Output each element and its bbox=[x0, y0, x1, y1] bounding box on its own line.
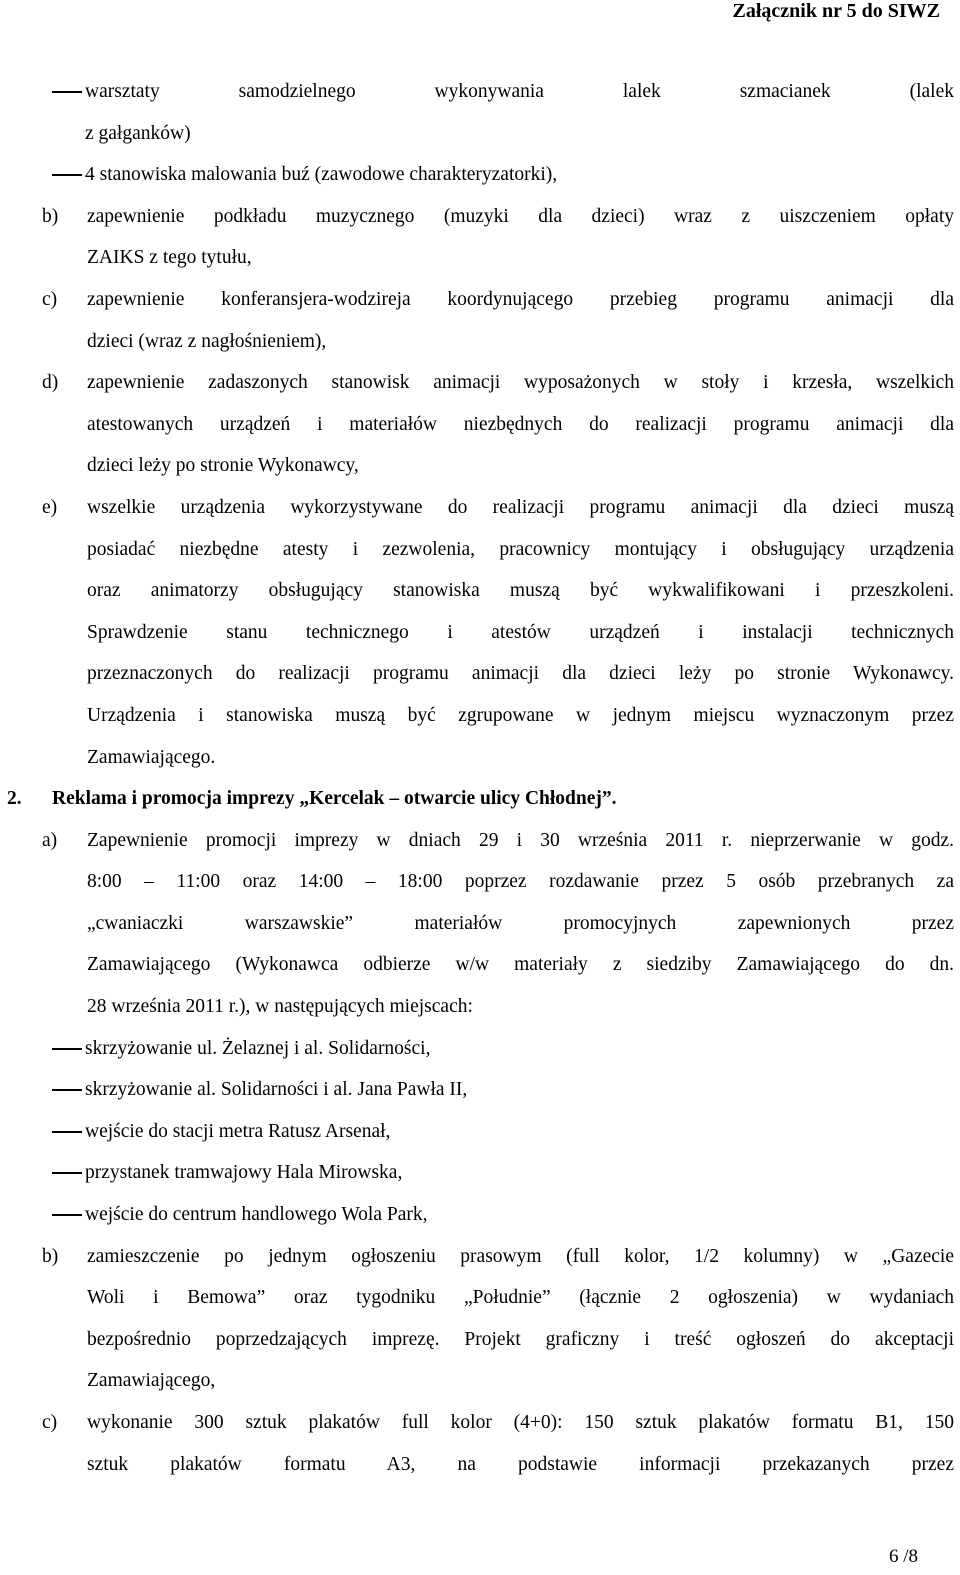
text-line: zapewnienie podkładu muzycznego (muzyki dla dzieci) wraz z uiszczeniem opłaty bbox=[87, 205, 954, 227]
text-line: Woli i Bemowa” oraz tygodniku „Południe” (łącznie 2 ogłoszenia) w wydaniach bbox=[87, 1287, 954, 1309]
text-line: zapewnienie konferansjera-wodzireja koordynującego przebieg programu animacji dla bbox=[87, 288, 954, 310]
list-item-c bbox=[42, 279, 954, 362]
list-item-c2 bbox=[42, 1402, 954, 1485]
text-line: ZAIKS z tego tytułu, bbox=[87, 247, 252, 269]
list-item bbox=[42, 1194, 954, 1236]
page-number: 6 /8 bbox=[888, 1546, 918, 1567]
text-line: 8:00 – 11:00 oraz 14:00 – 18:00 poprzez rozdawanie przez 5 osób przebranych za bbox=[87, 871, 954, 893]
list-item bbox=[42, 1028, 954, 1070]
text-line: przeznaczonych do realizacji programu animacji dla dzieci leży po stronie Wykonawcy. bbox=[87, 663, 954, 685]
page-header: Załącznik nr 5 do SIWZ bbox=[732, 0, 940, 22]
list-item bbox=[42, 71, 954, 154]
dash-bullet bbox=[42, 1028, 85, 1070]
dash-bullet bbox=[42, 1194, 85, 1236]
list-item bbox=[42, 1069, 954, 1111]
text-line: posiadać niezbędne atesty i zezwolenia, pracownicy montujący i obsługujący urządzenia bbox=[87, 538, 954, 560]
list-item-b2 bbox=[42, 1236, 954, 1402]
text-line: skrzyżowanie ul. Żelaznej i al. Solidarności, bbox=[85, 1037, 431, 1059]
list-item bbox=[42, 1111, 954, 1153]
text-line: wykonanie 300 sztuk plakatów full kolor (4+0): 150 sztuk plakatów formatu B1, 150 bbox=[87, 1412, 954, 1433]
text-line: dzieci leży po stronie Wykonawcy, bbox=[87, 455, 359, 477]
text-line: zamieszczenie po jednym ogłoszeniu prasowym (full kolor, 1/2 kolumny) w „Gazecie bbox=[87, 1245, 954, 1267]
list-item bbox=[42, 1152, 954, 1194]
text-line: atestowanych urządzeń i materiałów niezbędnych do realizacji programu animacji dla bbox=[87, 413, 954, 435]
text-line: Urządzenia i stanowiska muszą być zgrupowane w jednym miejscu wyznaczonym przez bbox=[87, 704, 954, 726]
text-line: Zapewnienie promocji imprezy w dniach 29 i 30 września 2011 r. nieprzerwanie w godz. bbox=[87, 829, 954, 851]
text-line: 4 stanowiska malowania buź (zawodowe charakteryzatorki), bbox=[85, 164, 558, 186]
text-line: 28 września 2011 r.), w następujących miejscach: bbox=[87, 996, 473, 1018]
text-line: skrzyżowanie al. Solidarności i al. Jana Pawła II, bbox=[85, 1079, 468, 1101]
text-line: sztuk plakatów formatu A3, na podstawie informacji przekazanych przez bbox=[87, 1453, 954, 1475]
text-line: Zamawiającego, bbox=[87, 1370, 216, 1392]
text-line: dzieci (wraz z nagłośnieniem), bbox=[87, 330, 327, 352]
list-marker: e) bbox=[42, 496, 58, 518]
text-line: Sprawdzenie stanu technicznego i atestów urządzeń i instalacji technicznych bbox=[87, 621, 954, 643]
text-line: oraz animatorzy obsługujący stanowiska muszą być wykwalifikowani i przeszkoleni. bbox=[87, 580, 954, 602]
places-list bbox=[42, 1028, 954, 1236]
list-item bbox=[42, 154, 954, 196]
text-line: zapewnienie zadaszonych stanowisk animacji wyposażonych w stoły i krzesła, wszelkich bbox=[87, 372, 954, 394]
text-line: bezpośrednio poprzedzających imprezę. Projekt graficzny i treść ogłoszeń do akceptacji bbox=[87, 1328, 954, 1350]
text-line: Zamawiającego (Wykonawca odbierze w/w materiały z siedziby Zamawiającego do dn. bbox=[87, 954, 954, 976]
text-line: wejście do centrum handlowego Wola Park, bbox=[85, 1204, 428, 1226]
text-line: Zamawiającego. bbox=[87, 746, 216, 768]
dash-bullet bbox=[42, 71, 85, 154]
dash-bullet bbox=[42, 1069, 85, 1111]
text-line: warsztaty samodzielnego wykonywania lalek szmacianek (lalek bbox=[85, 81, 954, 102]
list-marker: c) bbox=[42, 288, 58, 310]
dash-bullet bbox=[42, 1111, 85, 1153]
section-number: 2. bbox=[7, 788, 22, 810]
list-marker: b) bbox=[42, 205, 59, 227]
section-heading bbox=[7, 778, 954, 820]
dash-bullet bbox=[42, 154, 85, 196]
list-marker: b) bbox=[42, 1245, 59, 1267]
text-line: wejście do stacji metra Ratusz Arsenał, bbox=[85, 1120, 391, 1142]
text-line: z gałganków) bbox=[85, 122, 191, 144]
dash-bullet bbox=[42, 1152, 85, 1194]
list-item-a bbox=[42, 820, 954, 1028]
list-marker: a) bbox=[42, 829, 58, 851]
list-item-b bbox=[42, 196, 954, 279]
list-item-d bbox=[42, 362, 954, 487]
list-marker: c) bbox=[42, 1412, 58, 1433]
document-body bbox=[7, 71, 954, 1485]
text-line: przystanek tramwajowy Hala Mirowska, bbox=[85, 1162, 403, 1184]
list-marker: d) bbox=[42, 372, 59, 394]
list-item-e bbox=[42, 487, 954, 778]
section-title: Reklama i promocja imprezy „Kercelak – otwarcie ulicy Chłodnej”. bbox=[52, 788, 617, 810]
text-line: wszelkie urządzenia wykorzystywane do realizacji programu animacji dla dzieci muszą bbox=[87, 496, 954, 518]
text-line: „cwaniaczki warszawskie” materiałów promocyjnych zapewnionych przez bbox=[87, 912, 954, 934]
list-items-1 bbox=[42, 196, 954, 778]
